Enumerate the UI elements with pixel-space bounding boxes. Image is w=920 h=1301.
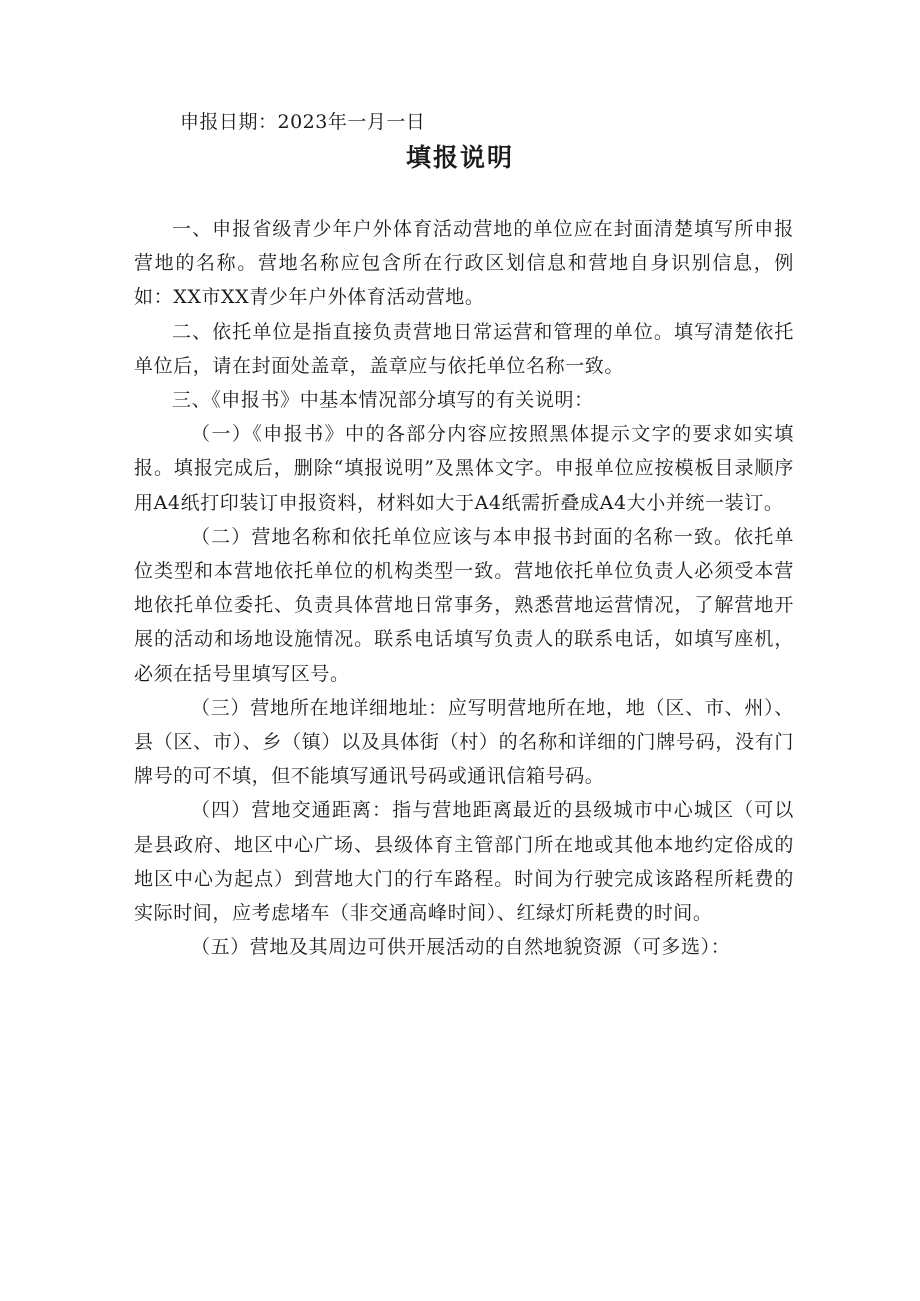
instructions-body [134, 212, 794, 964]
paragraph-3-2: （二）营地名称和依托单位应该与本申报书封面的名称一致。依托单位类型和本营地依托单位的机构类型一致。营地依托单位负责人必须受本营地依托单位委托、负责具体营地日常事务，熟悉营地运营情况，了解营地开展的活动和场地设施情况。联系电话填写负责人的联系电话，如填写座机，必须在括号里填写区号。 [134, 525, 794, 685]
paragraph-3: 三、《申报书》中基本情况部分填写的有关说明： [172, 389, 594, 412]
paragraph-3-4: （四）营地交通距离：指与营地距离最近的县级城市中心城区（可以是县政府、地区中心广场、县级体育主管部门所在地或其他本地约定俗成的地区中心为起点）到营地大门的行车路程。时间为行驶完成该路程所耗费的实际时间，应考虑堵车（非交通高峰时间）、红绿灯所耗费的时间。 [134, 799, 794, 925]
paragraph-2: 二、依托单位是指直接负责营地日常运营和管理的单位。填写清楚依托单位后，请在封面处盖章，盖章应与依托单位名称一致。 [134, 320, 794, 377]
paragraph-3-5: （五）营地及其周边可供开展活动的自然地貌资源（可多选）： [191, 936, 731, 959]
paragraph-3-3: （三）营地所在地详细地址：应写明营地所在地，地（区、市、州）、县（区、市）、乡（镇）以及具体街（村）的名称和详细的门牌号码，没有门牌号的可不填，但不能填写通讯号码或通讯信箱号码。 [134, 696, 794, 788]
declaration-date: 申报日期：2023年一月一日 [180, 111, 426, 133]
paragraph-3-1: （一）《申报书》中的各部分内容应按照黑体提示文字的要求如实填报。填报完成后，删除“填报说明”及黑体文字。申报单位应按模板目录顺序用A4纸打印装订申报资料，材料如大于A4纸需折叠成A4大小并统一装订。 [134, 423, 794, 514]
page-title: 填报说明 [405, 143, 514, 172]
paragraph-1: 一、申报省级青少年户外体育活动营地的单位应在封面清楚填写所申报营地的名称。营地名称应包含所在行政区划信息和营地自身识别信息，例如：XX市XX青少年户外体育活动营地。 [134, 218, 794, 309]
